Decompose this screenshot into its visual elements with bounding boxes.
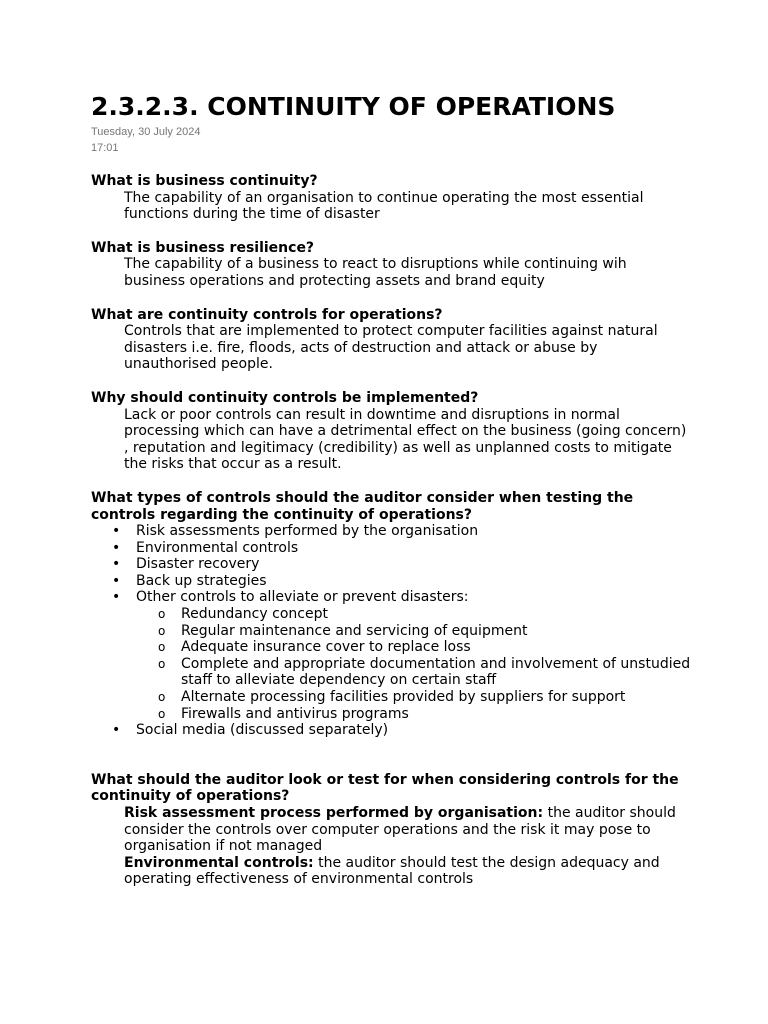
sub-list-item-text: Regular maintenance and servicing of equipment — [181, 622, 528, 639]
answer-item-label: Risk assessment process performed by organisation: — [124, 805, 544, 821]
list-item — [91, 523, 691, 540]
list-item-text: Social media (discussed separately) — [136, 722, 389, 739]
list-item — [91, 589, 691, 722]
qa-auditor-testing — [91, 772, 691, 888]
sub-list-item — [136, 606, 691, 623]
qa-business-resilience — [91, 240, 691, 290]
question: What is business resilience? — [91, 239, 315, 256]
note-time: 17:01 — [91, 142, 119, 154]
sub-list-item — [136, 639, 691, 656]
list-item-text: Disaster recovery — [136, 556, 260, 573]
sub-list-item-text: Complete and appropriate documentation and involvement of unstudied staff to alleviate dependency on certain staff — [181, 655, 691, 689]
sub-bullet-icon: o — [158, 623, 166, 638]
list-item-text: Back up strategies — [136, 572, 267, 589]
list-item-text: Other controls to alleviate or prevent disasters: — [136, 589, 469, 606]
list-item — [91, 573, 691, 590]
answer-item-label: Environmental controls: — [124, 854, 314, 871]
sub-list-item — [136, 706, 691, 723]
answer-item — [91, 855, 691, 888]
question: What should the auditor look or test for when considering controls for the continuity of operations? — [91, 771, 679, 805]
answer: The capability of a business to react to disruptions while continuing wih business operations and protecting assets and brand equity — [124, 256, 627, 289]
answer-item — [91, 805, 691, 855]
qa-control-types — [91, 490, 691, 739]
list-item-text: Environmental controls — [136, 539, 299, 556]
sub-list-item-text: Redundancy concept — [181, 606, 328, 623]
document-page — [91, 90, 691, 888]
bullet-icon: • — [112, 722, 121, 739]
bullet-icon: • — [112, 572, 121, 589]
question: What is business continuity? — [91, 173, 318, 189]
sub-bullet-list — [136, 606, 691, 722]
sub-list-item-text: Alternate processing facilities provided by suppliers for support — [181, 689, 626, 706]
sub-bullet-icon: o — [158, 656, 166, 671]
question: What types of controls should the auditor consider when testing the controls regarding the continuity of operations? — [91, 489, 634, 523]
list-item — [91, 540, 691, 557]
bullet-icon: • — [112, 539, 121, 556]
sub-bullet-icon: o — [158, 706, 166, 721]
sub-bullet-icon: o — [158, 640, 166, 655]
sub-bullet-icon: o — [158, 690, 166, 705]
list-item — [91, 556, 691, 573]
answer-item-text: the auditor should consider the controls over computer operations and the risk it may pose to organisation if not managed — [124, 805, 676, 855]
note-date: Tuesday, 30 July 2024 — [91, 126, 201, 138]
sub-list-item — [136, 623, 691, 640]
bullet-icon: • — [112, 523, 121, 540]
bullet-list — [91, 523, 691, 739]
list-item — [91, 722, 691, 739]
bullet-icon: • — [112, 556, 121, 573]
page-title: 2.3.2.3. CONTINUITY OF OPERATIONS — [91, 92, 616, 121]
sub-bullet-icon: o — [158, 607, 166, 622]
qa-continuity-controls — [91, 307, 691, 373]
list-item-text: Risk assessments performed by the organisation — [136, 523, 479, 540]
answer: The capability of an organisation to continue operating the most essential functions during the time of disaster — [124, 189, 644, 223]
answer-item-text: the auditor should test the design adequacy and operating effectiveness of environmental controls — [124, 854, 660, 888]
question: Why should continuity controls be implemented? — [91, 389, 479, 406]
answer: Lack or poor controls can result in downtime and disruptions in normal processing which can have a detrimental effect on the business (going concern) , reputation and legitimacy (credibility) as well as unplanned costs to mitigate the risks that occur as a result. — [124, 406, 687, 473]
sub-list-item-text: Adequate insurance cover to replace loss — [181, 639, 471, 656]
qa-business-continuity — [91, 173, 691, 223]
qa-why-controls — [91, 390, 691, 473]
sub-list-item — [136, 689, 691, 706]
sub-list-item — [136, 656, 691, 689]
question: What are continuity controls for operations? — [91, 306, 443, 323]
bullet-icon: • — [112, 589, 121, 606]
sub-list-item-text: Firewalls and antivirus programs — [181, 705, 409, 722]
answer: Controls that are implemented to protect computer facilities against natural disasters i.e. fire, floods, acts of destruction and attack or abuse by unauthorised people. — [124, 323, 658, 373]
